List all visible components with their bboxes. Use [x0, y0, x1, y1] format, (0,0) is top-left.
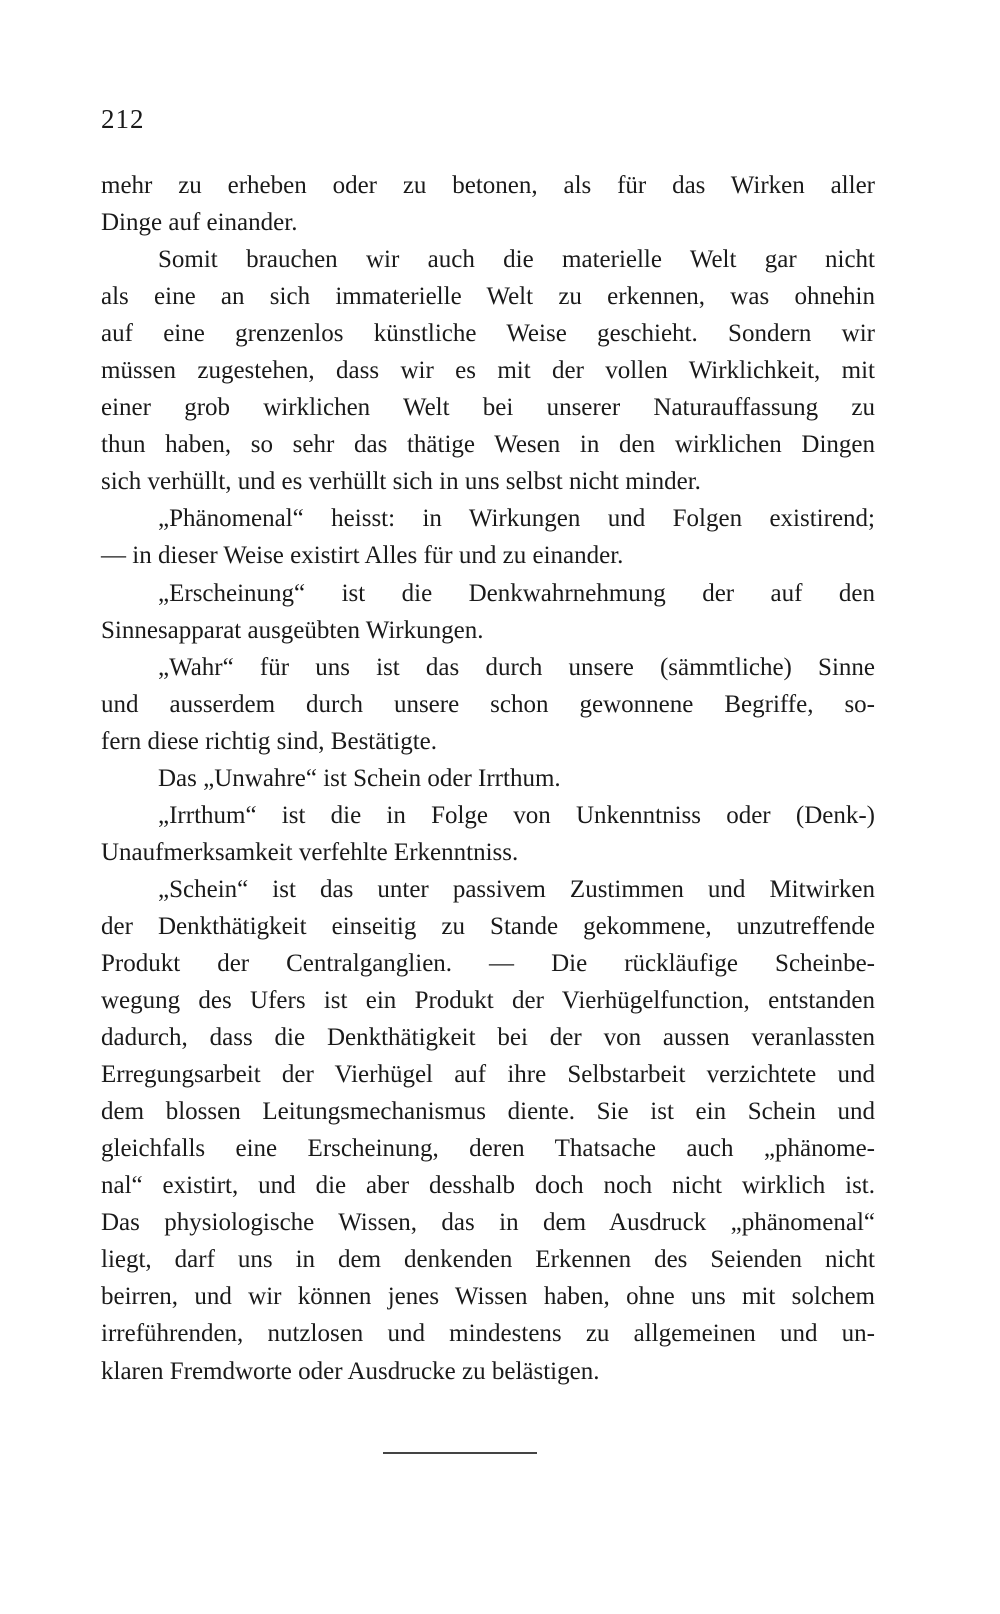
text-line: „Irrthum“ ist die in Folge von Unkenntniss oder (Denk-) — [158, 801, 875, 829]
text-line: gleichfalls eine Erscheinung, deren Thatsache auch „phänome- — [101, 1135, 875, 1163]
text-line: sich verhüllt, und es verhüllt sich in uns selbst nicht minder. — [101, 468, 701, 496]
body-text — [101, 167, 875, 1390]
text-line: Produkt der Centralganglien. — Die rückläufige Scheinbe- — [101, 949, 875, 977]
text-line: Sinnesapparat ausgeübten Wirkungen. — [101, 616, 484, 644]
end-rule — [383, 1452, 537, 1454]
text-line: „Phänomenal“ heisst: in Wirkungen und Folgen existirend; — [158, 505, 875, 533]
text-line: „Wahr“ für uns ist das durch unsere (sämmtliche) Sinne — [158, 653, 875, 681]
text-line: thun haben, so sehr das thätige Wesen in den wirklichen Dingen — [101, 431, 875, 459]
text-line: beirren, und wir können jenes Wissen haben, ohne uns mit solchem — [101, 1283, 875, 1311]
text-line: und ausserdem durch unsere schon gewonnene Begriffe, so- — [101, 690, 875, 718]
text-line: liegt, darf uns in dem denkenden Erkennen des Seienden nicht — [101, 1246, 875, 1274]
text-line: irreführenden, nutzlosen und mindestens zu allgemeinen und un- — [101, 1320, 875, 1348]
text-line: Dinge auf einander. — [101, 209, 298, 237]
text-line: Erregungsarbeit der Vierhügel auf ihre Selbstarbeit verzichtete und — [101, 1061, 875, 1089]
text-line: Unaufmerksamkeit verfehlte Erkenntniss. — [101, 838, 519, 866]
text-line: wegung des Ufers ist ein Produkt der Vierhügelfunction, entstanden — [101, 987, 875, 1015]
text-line: auf eine grenzenlos künstliche Weise geschieht. Sondern wir — [101, 320, 875, 348]
text-line: „Erscheinung“ ist die Denkwahrnehmung der auf den — [158, 579, 875, 607]
text-line: dem blossen Leitungsmechanismus diente. Sie ist ein Schein und — [101, 1098, 875, 1126]
text-line: fern diese richtig sind, Bestätigte. — [101, 727, 438, 755]
text-line: „Schein“ ist das unter passivem Zustimmen und Mitwirken — [158, 875, 875, 903]
text-line: als eine an sich immaterielle Welt zu erkennen, was ohnehin — [101, 283, 875, 311]
text-line: Somit brauchen wir auch die materielle Welt gar nicht — [158, 246, 875, 274]
text-line: dadurch, dass die Denkthätigkeit bei der von aussen veranlassten — [101, 1024, 875, 1052]
page-number: 212 — [101, 104, 145, 134]
text-line: klaren Fremdworte oder Ausdrucke zu belästigen. — [101, 1357, 600, 1385]
text-line: der Denkthätigkeit einseitig zu Stande gekommene, unzutreffende — [101, 912, 875, 940]
text-line: einer grob wirklichen Welt bei unserer Naturauffassung zu — [101, 394, 875, 422]
text-line: Das „Unwahre“ ist Schein oder Irrthum. — [158, 764, 561, 792]
text-line: Das physiologische Wissen, das in dem Ausdruck „phänomenal“ — [101, 1209, 875, 1237]
text-line: müssen zugestehen, dass wir es mit der vollen Wirklichkeit, mit — [101, 357, 875, 385]
text-line: mehr zu erheben oder zu betonen, als für das Wirken aller — [101, 172, 875, 199]
text-line: nal“ existirt, und die aber desshalb doch noch nicht wirklich ist. — [101, 1172, 875, 1200]
text-line: — in dieser Weise existirt Alles für und zu einander. — [101, 542, 624, 570]
